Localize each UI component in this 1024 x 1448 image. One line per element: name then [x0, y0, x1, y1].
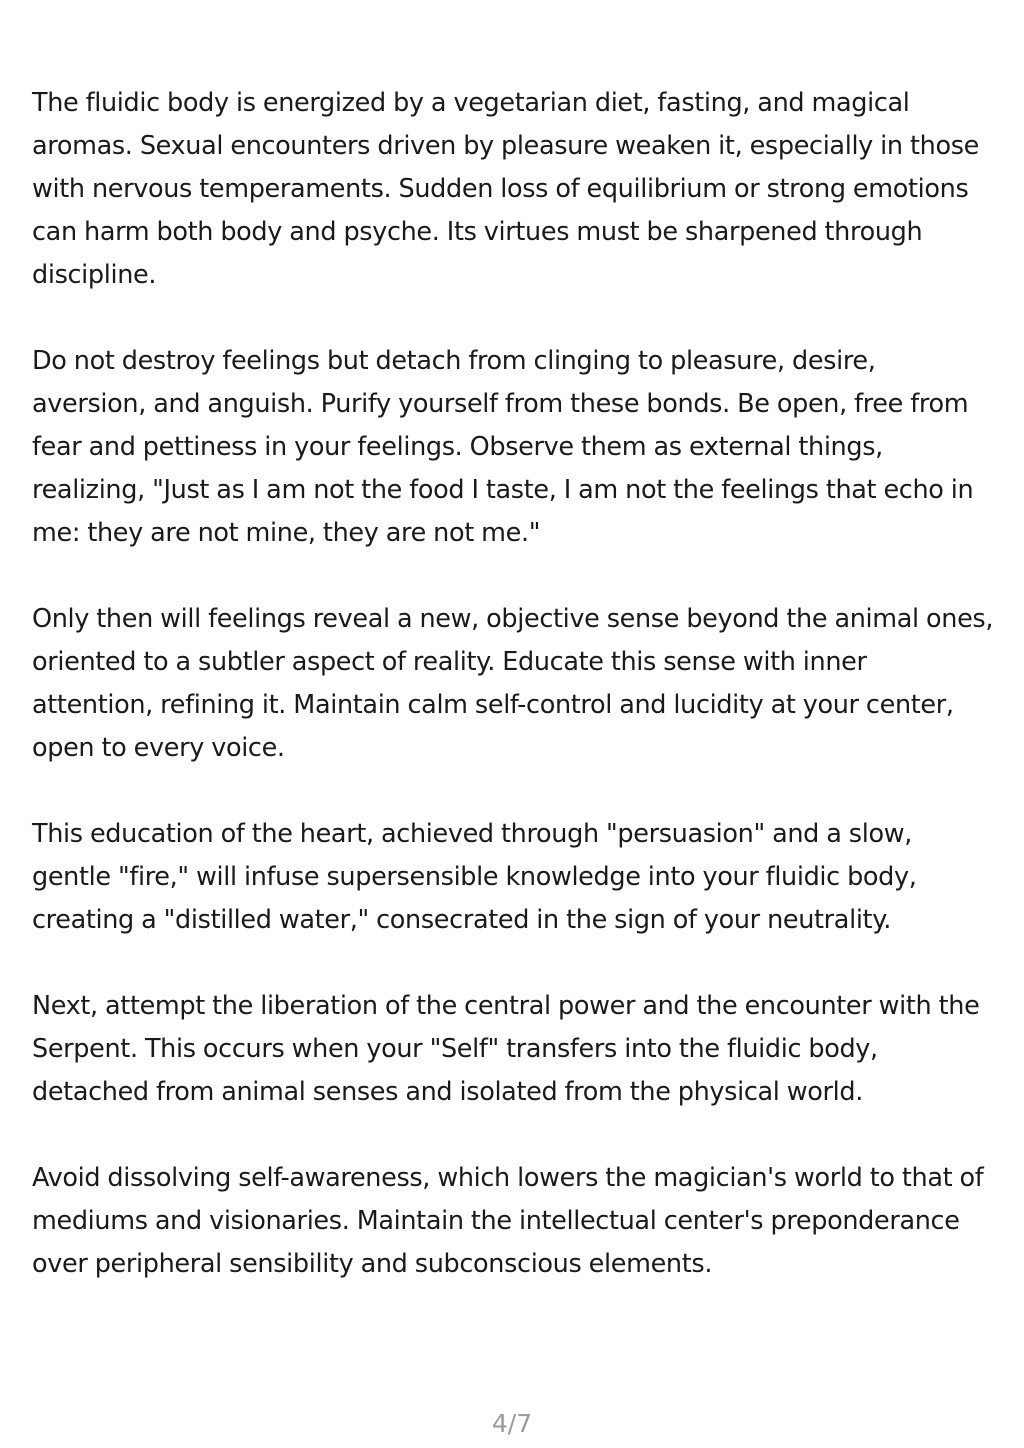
paragraph-2: Do not destroy feelings but detach from clinging to pleasure, desire, aversion, and anguish. Purify yourself from these bonds. Be open, free from fear and pettiness in your feelings. Observe them as external things, realizing, "Just as I am not the food I taste, I am not the feelings that echo in me: they are not mine, they are not me.": [32, 346, 974, 548]
paragraph-1: The fluidic body is energized by a vegetarian diet, fasting, and magical aromas. Sexual encounters driven by pleasure weaken it, especially in those with nervous temperaments. Sudden loss of equilibrium or strong emotions can harm both body and psyche. Its virtues must be sharpened through discipline.: [32, 88, 979, 290]
paragraph-5: Next, attempt the liberation of the central power and the encounter with the Serpent. This occurs when your "Self" transfers into the fluidic body, detached from animal senses and isolated from the physical world.: [32, 991, 980, 1107]
paragraph-6: Avoid dissolving self-awareness, which lowers the magician's world to that of mediums and visionaries. Maintain the intellectual center's preponderance over peripheral sensibility and subconscious elements.: [32, 1163, 984, 1279]
page-indicator: 4/7: [491, 1409, 533, 1438]
paragraph-3: Only then will feelings reveal a new, objective sense beyond the animal ones, oriented to a subtler aspect of reality. Educate this sense with inner attention, refining it. Maintain calm self-control and lucidity at your center, open to every voice.: [32, 604, 994, 763]
text-column: [32, 82, 994, 1286]
paragraph-4: This education of the heart, achieved through "persuasion" and a slow, gentle "fire," will infuse supersensible knowledge into your fluidic body, creating a "distilled water," consecrated in the sign of your neutrality.: [32, 819, 917, 935]
